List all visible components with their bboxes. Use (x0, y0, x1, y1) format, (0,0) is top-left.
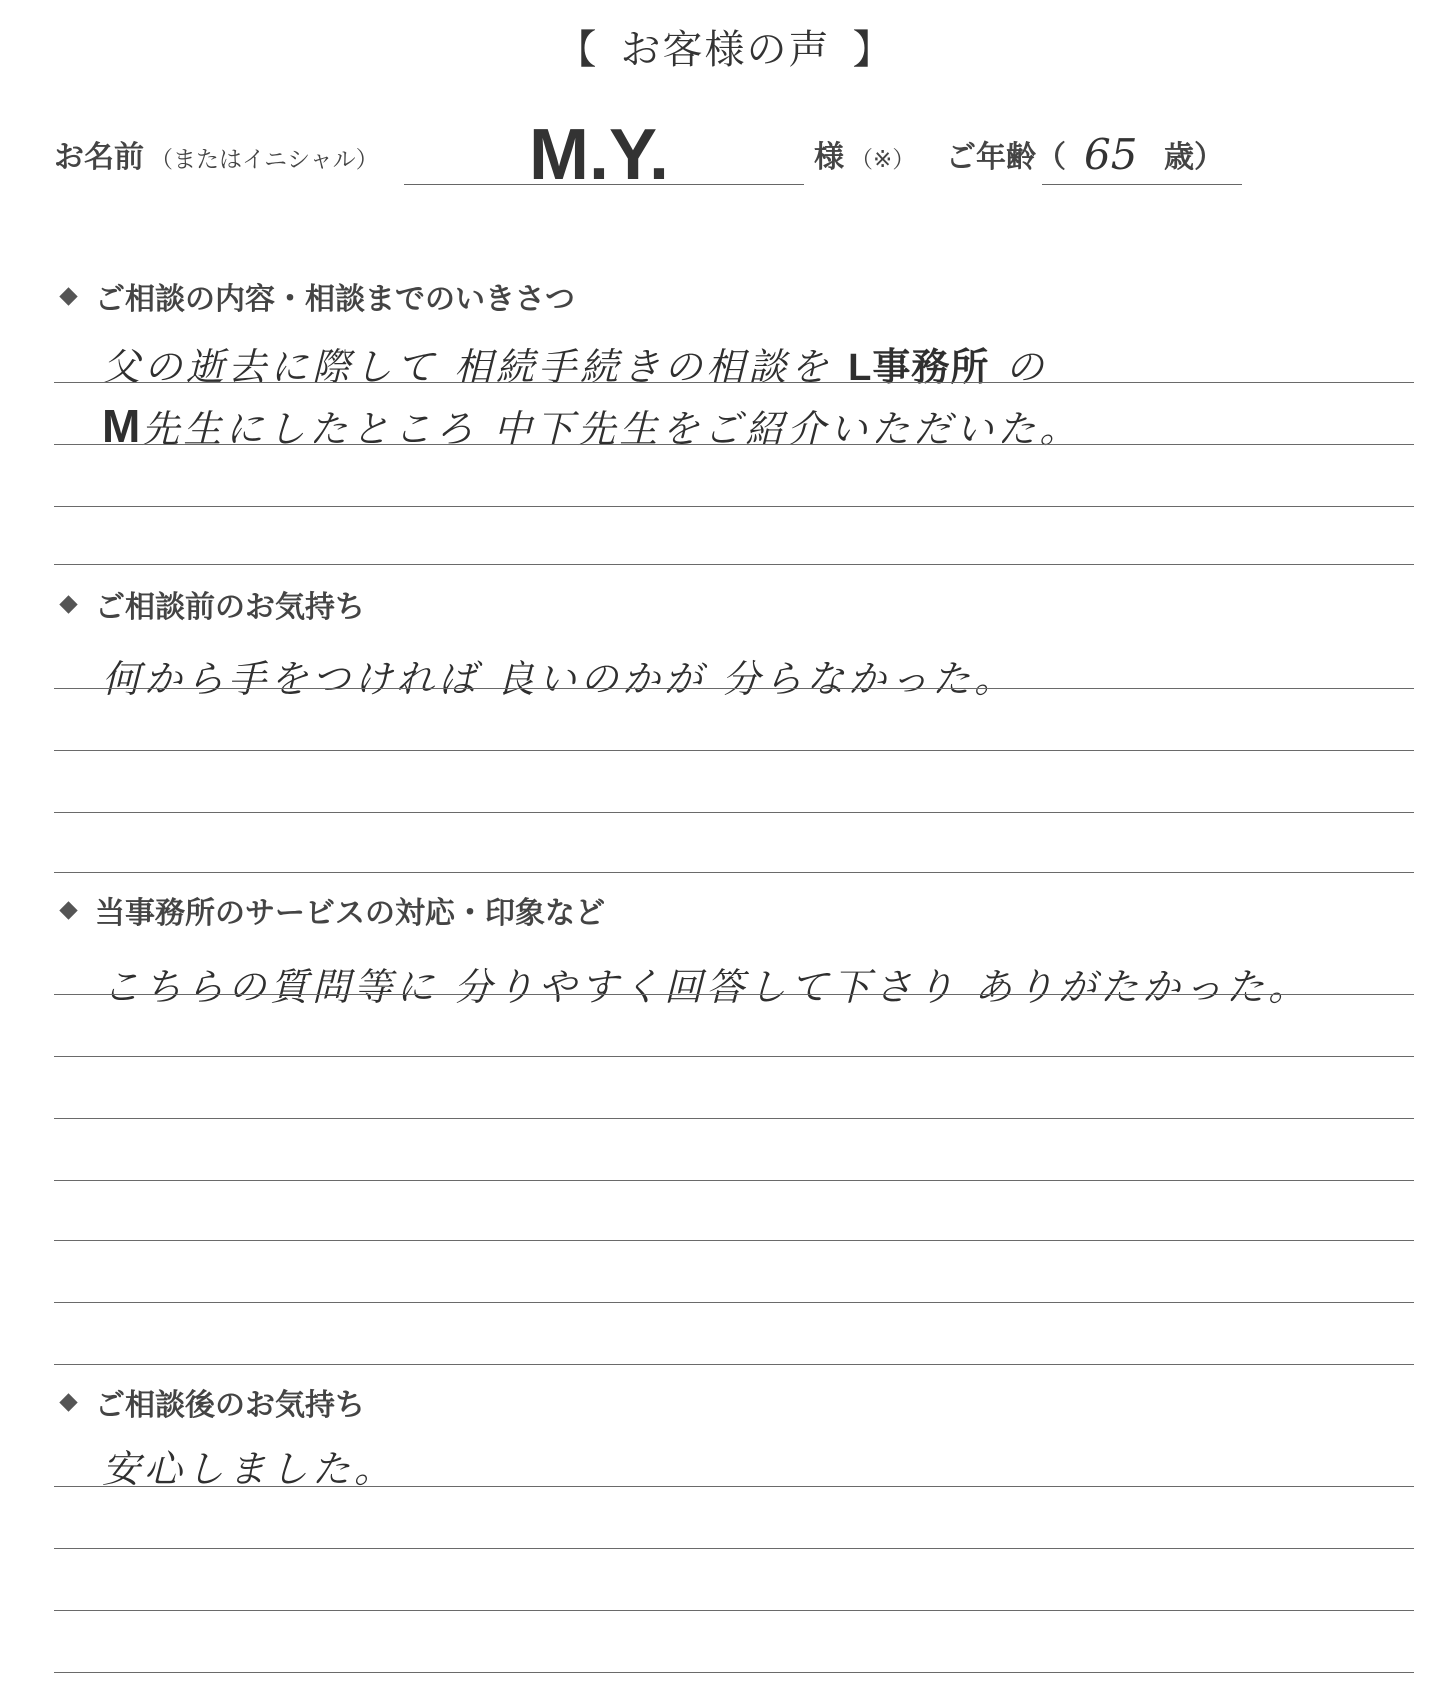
handwritten-answer-line: 父の逝去に際して 相続手続きの相談を L事務所 の (102, 345, 1048, 389)
answer-rule (54, 382, 1414, 383)
handwritten-answer-line: こちらの質問等に 分りやすく回答して下さり ありがたかった。 (102, 965, 1311, 1009)
honorific-label: 様 （※） (814, 140, 916, 175)
section-feelings-after (54, 1382, 1414, 1682)
answer-rule (54, 506, 1414, 507)
handwritten-answer-line: 安心しました。 (102, 1447, 397, 1491)
answer-rule (54, 1240, 1414, 1241)
title-bracket-open: 【 (556, 27, 599, 73)
answer-rule (54, 1672, 1414, 1673)
answer-rule (54, 1486, 1414, 1487)
section-consultation-details (54, 276, 1414, 566)
answer-rule (54, 812, 1414, 813)
section-heading: ご相談後のお気持ち (54, 1382, 1414, 1422)
name-underline (404, 184, 804, 185)
form-title (0, 18, 1451, 75)
answer-rule (54, 750, 1414, 751)
section-heading: 当事務所のサービスの対応・印象など (54, 890, 1414, 930)
section-heading: ご相談の内容・相談までのいきさつ (54, 276, 1414, 316)
name-age-row (54, 115, 1254, 198)
section-feelings-before (54, 584, 1414, 874)
title-bracket-close: 】 (852, 27, 895, 73)
answer-rule (54, 1610, 1414, 1611)
diamond-bullet-icon (59, 287, 77, 305)
answer-rule (54, 1548, 1414, 1549)
answer-rule (54, 994, 1414, 995)
answer-rule (54, 872, 1414, 873)
answer-rule (54, 1056, 1414, 1057)
answer-rule (54, 1180, 1414, 1181)
section-heading: ご相談前のお気持ち (54, 584, 1414, 624)
title-text: お客様の声 (620, 27, 831, 73)
handwritten-answer-line: M先生にしたところ 中下先生をご紹介いただいた。 (102, 400, 1082, 452)
age-unit: 歳） (1164, 140, 1224, 175)
name-label: お名前 （またはイニシャル） (54, 140, 379, 175)
answer-rule (54, 1364, 1414, 1365)
answer-rule (54, 1302, 1414, 1303)
age-label: ご年齢（ (946, 140, 1066, 175)
answer-rule (54, 1118, 1414, 1119)
honorific-note: （※） (850, 147, 916, 173)
age-underline (1042, 184, 1242, 185)
section-service-impression (54, 890, 1414, 1370)
diamond-bullet-icon (59, 1393, 77, 1411)
diamond-bullet-icon (59, 595, 77, 613)
diamond-bullet-icon (59, 901, 77, 919)
name-hint: （またはイニシャル） (150, 147, 379, 173)
handwritten-answer-line: 何から手をつければ 良いのかが 分らなかった。 (102, 657, 1017, 701)
name-value: M.Y. (528, 115, 670, 195)
age-value: 65 (1084, 130, 1138, 179)
answer-rule (54, 564, 1414, 565)
answer-rule (54, 444, 1414, 445)
answer-rule (54, 688, 1414, 689)
